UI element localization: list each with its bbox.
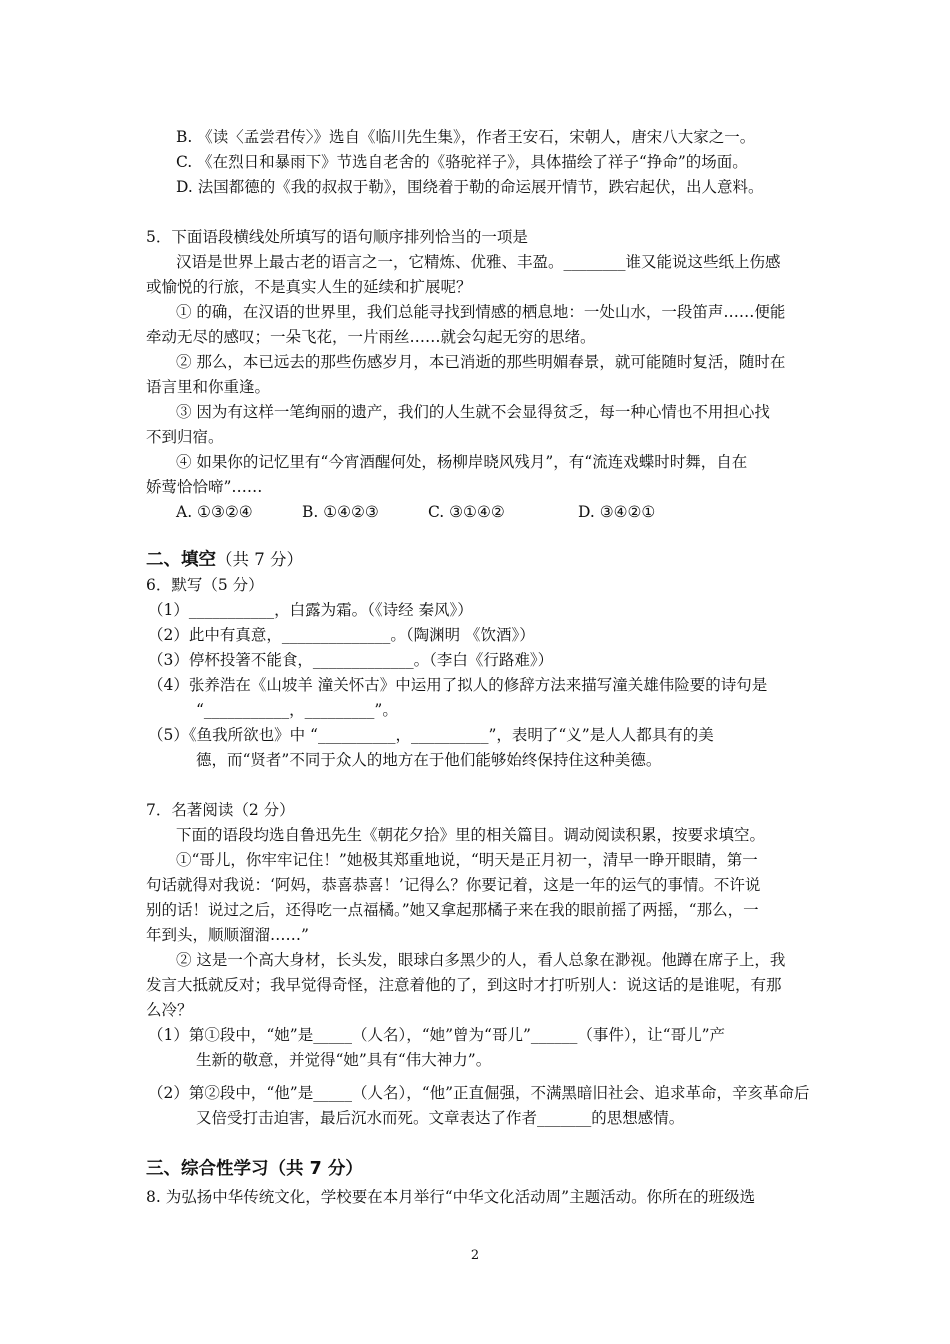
q6-item-4: （4）张养浩在《山坡羊 潼关怀古》中运用了拟人的修辞方法来描写潼关雄伟险要的诗句是 <box>148 676 768 694</box>
q5-option-c: C. ③①④② <box>428 503 505 521</box>
q5-sentence-2-cont: 语言里和你重逢。 <box>146 378 271 396</box>
q5-sentence-1-cont: 牵动无尽的感叹；一朵飞花，一片雨丝……就会勾起无穷的思绪。 <box>146 328 596 346</box>
q7-sub-1-cont: 生新的敬意，并觉得“她”具有“伟大神力”。 <box>196 1051 492 1069</box>
q5-passage-line: 汉语是世界上最古老的语言之一，它精炼、优雅、丰盈。________谁又能说这些纸上伤感 <box>176 253 781 271</box>
q7-sub-1: （1）第①段中，“她”是_____（人名），“她”曾为“哥儿”______（事件），让“哥儿”产 <box>148 1026 726 1044</box>
q7-passage-2-cont: 发言大抵就反对；我早觉得奇怪，注意着他的了，到这时才打听别人：说这话的是谁呢，有那 <box>146 976 782 994</box>
section-3-heading: 三、综合性学习（共 7 分） <box>146 1159 363 1179</box>
q4-option-d: D. 法国都德的《我的叔叔于勒》，围绕着于勒的命运展开情节，跌宕起伏，出人意料。 <box>176 178 764 196</box>
q7-sub-2: （2）第②段中，“他”是_____（人名），“他”正直倔强，不满黑暗旧社会、追求革命，辛亥革命后 <box>148 1084 810 1102</box>
q6-title: 6．默写（5 分） <box>146 576 264 594</box>
q5-option-b: B. ①④②③ <box>302 503 379 521</box>
q6-item-5: （5）《鱼我所欲也》中 “__________，__________”，表明了“义”是人人都具有的美 <box>148 726 714 744</box>
q7-title: 7．名著阅读（2 分） <box>146 801 295 819</box>
page-number: 2 <box>470 1248 480 1263</box>
q5-sentence-2: ② 那么，本已远去的那些伤感岁月，本已消逝的那些明媚春景，就可能随时复活，随时在 <box>176 353 786 371</box>
q6-item-2: （2）此中有真意，______________。（陶渊明 《饮酒》） <box>148 626 535 644</box>
q7-intro: 下面的语段均选自鲁迅先生《朝花夕拾》里的相关篇目。调动阅读积累，按要求填空。 <box>176 826 766 844</box>
q8-text: 8. 为弘扬中华传统文化，学校要在本月举行“中华文化活动周”主题活动。你所在的班级选 <box>146 1188 756 1206</box>
q6-item-1: （1）___________，白露为霜。（《诗经 秦风》） <box>148 601 473 619</box>
q5-stem: 5．下面语段横线处所填写的语句顺序排列恰当的一项是 <box>146 228 528 246</box>
q6-item-3: （3）停杯投箸不能食，_____________。（李白《行路难》） <box>148 651 554 669</box>
q4-option-b: B. 《读〈孟尝君传〉》选自《临川先生集》，作者王安石，宋朝人，唐宋八大家之一。 <box>176 128 756 146</box>
q7-passage-1-cont: 别的话！说过之后，还得吃一点福橘。”她又拿起那橘子来在我的眼前摇了两摇，“那么，一 <box>146 901 759 919</box>
q5-sentence-4: ④ 如果你的记忆里有“今宵酒醒何处，杨柳岸晓风残月”，有“流连戏蝶时时舞，自在 <box>176 453 748 471</box>
q7-passage-2-cont: 么冷？ <box>146 1001 193 1019</box>
q6-item-5-cont: 德，而“贤者”不同于众人的地方在于他们能够始终保持住这种美德。 <box>196 751 662 769</box>
section-2-heading <box>146 548 303 572</box>
q6-item-4-blank: “___________，_________”。 <box>196 701 398 719</box>
q5-sentence-3: ③ 因为有这样一笔绚丽的遗产，我们的人生就不会显得贫乏，每一种心情也不用担心找 <box>176 403 770 421</box>
q7-passage-1-cont: 句话就得对我说：‘阿妈，恭喜恭喜！’记得么？你要记着，这是一年的运气的事情。不许说 <box>146 876 761 894</box>
q7-passage-1-cont: 年到头，顺顺溜溜……” <box>146 926 309 944</box>
q5-sentence-4-cont: 娇莺恰恰啼”…… <box>146 478 263 496</box>
q5-sentence-3-cont: 不到归宿。 <box>146 428 224 446</box>
q5-option-d: D. ③④②① <box>578 503 656 521</box>
q7-passage-1: ①“哥儿，你牢牢记住！”她极其郑重地说，“明天是正月初一，清早一睁开眼睛，第一 <box>176 851 758 869</box>
q7-passage-2: ② 这是一个高大身材，长头发，眼球白多黑少的人，看人总象在渺视。他蹲在席子上，我 <box>176 951 786 969</box>
section-2-title: 二、填空 <box>146 550 216 570</box>
q4-option-c: C. 《在烈日和暴雨下》节选自老舍的《骆驼祥子》，具体描绘了祥子“挣命”的场面。 <box>176 153 748 171</box>
section-2-points: （共 7 分） <box>216 550 303 569</box>
q5-option-a: A. ①③②④ <box>176 503 253 521</box>
q5-passage-line: 或愉悦的行旅，不是真实人生的延续和扩展呢？ <box>146 278 472 296</box>
q7-sub-2-cont: 又倍受打击迫害，最后沉水而死。文章表达了作者_______的思想感情。 <box>196 1109 685 1127</box>
q5-sentence-1: ① 的确，在汉语的世界里，我们总能寻找到情感的栖息地：一处山水，一段笛声……便能 <box>176 303 786 321</box>
